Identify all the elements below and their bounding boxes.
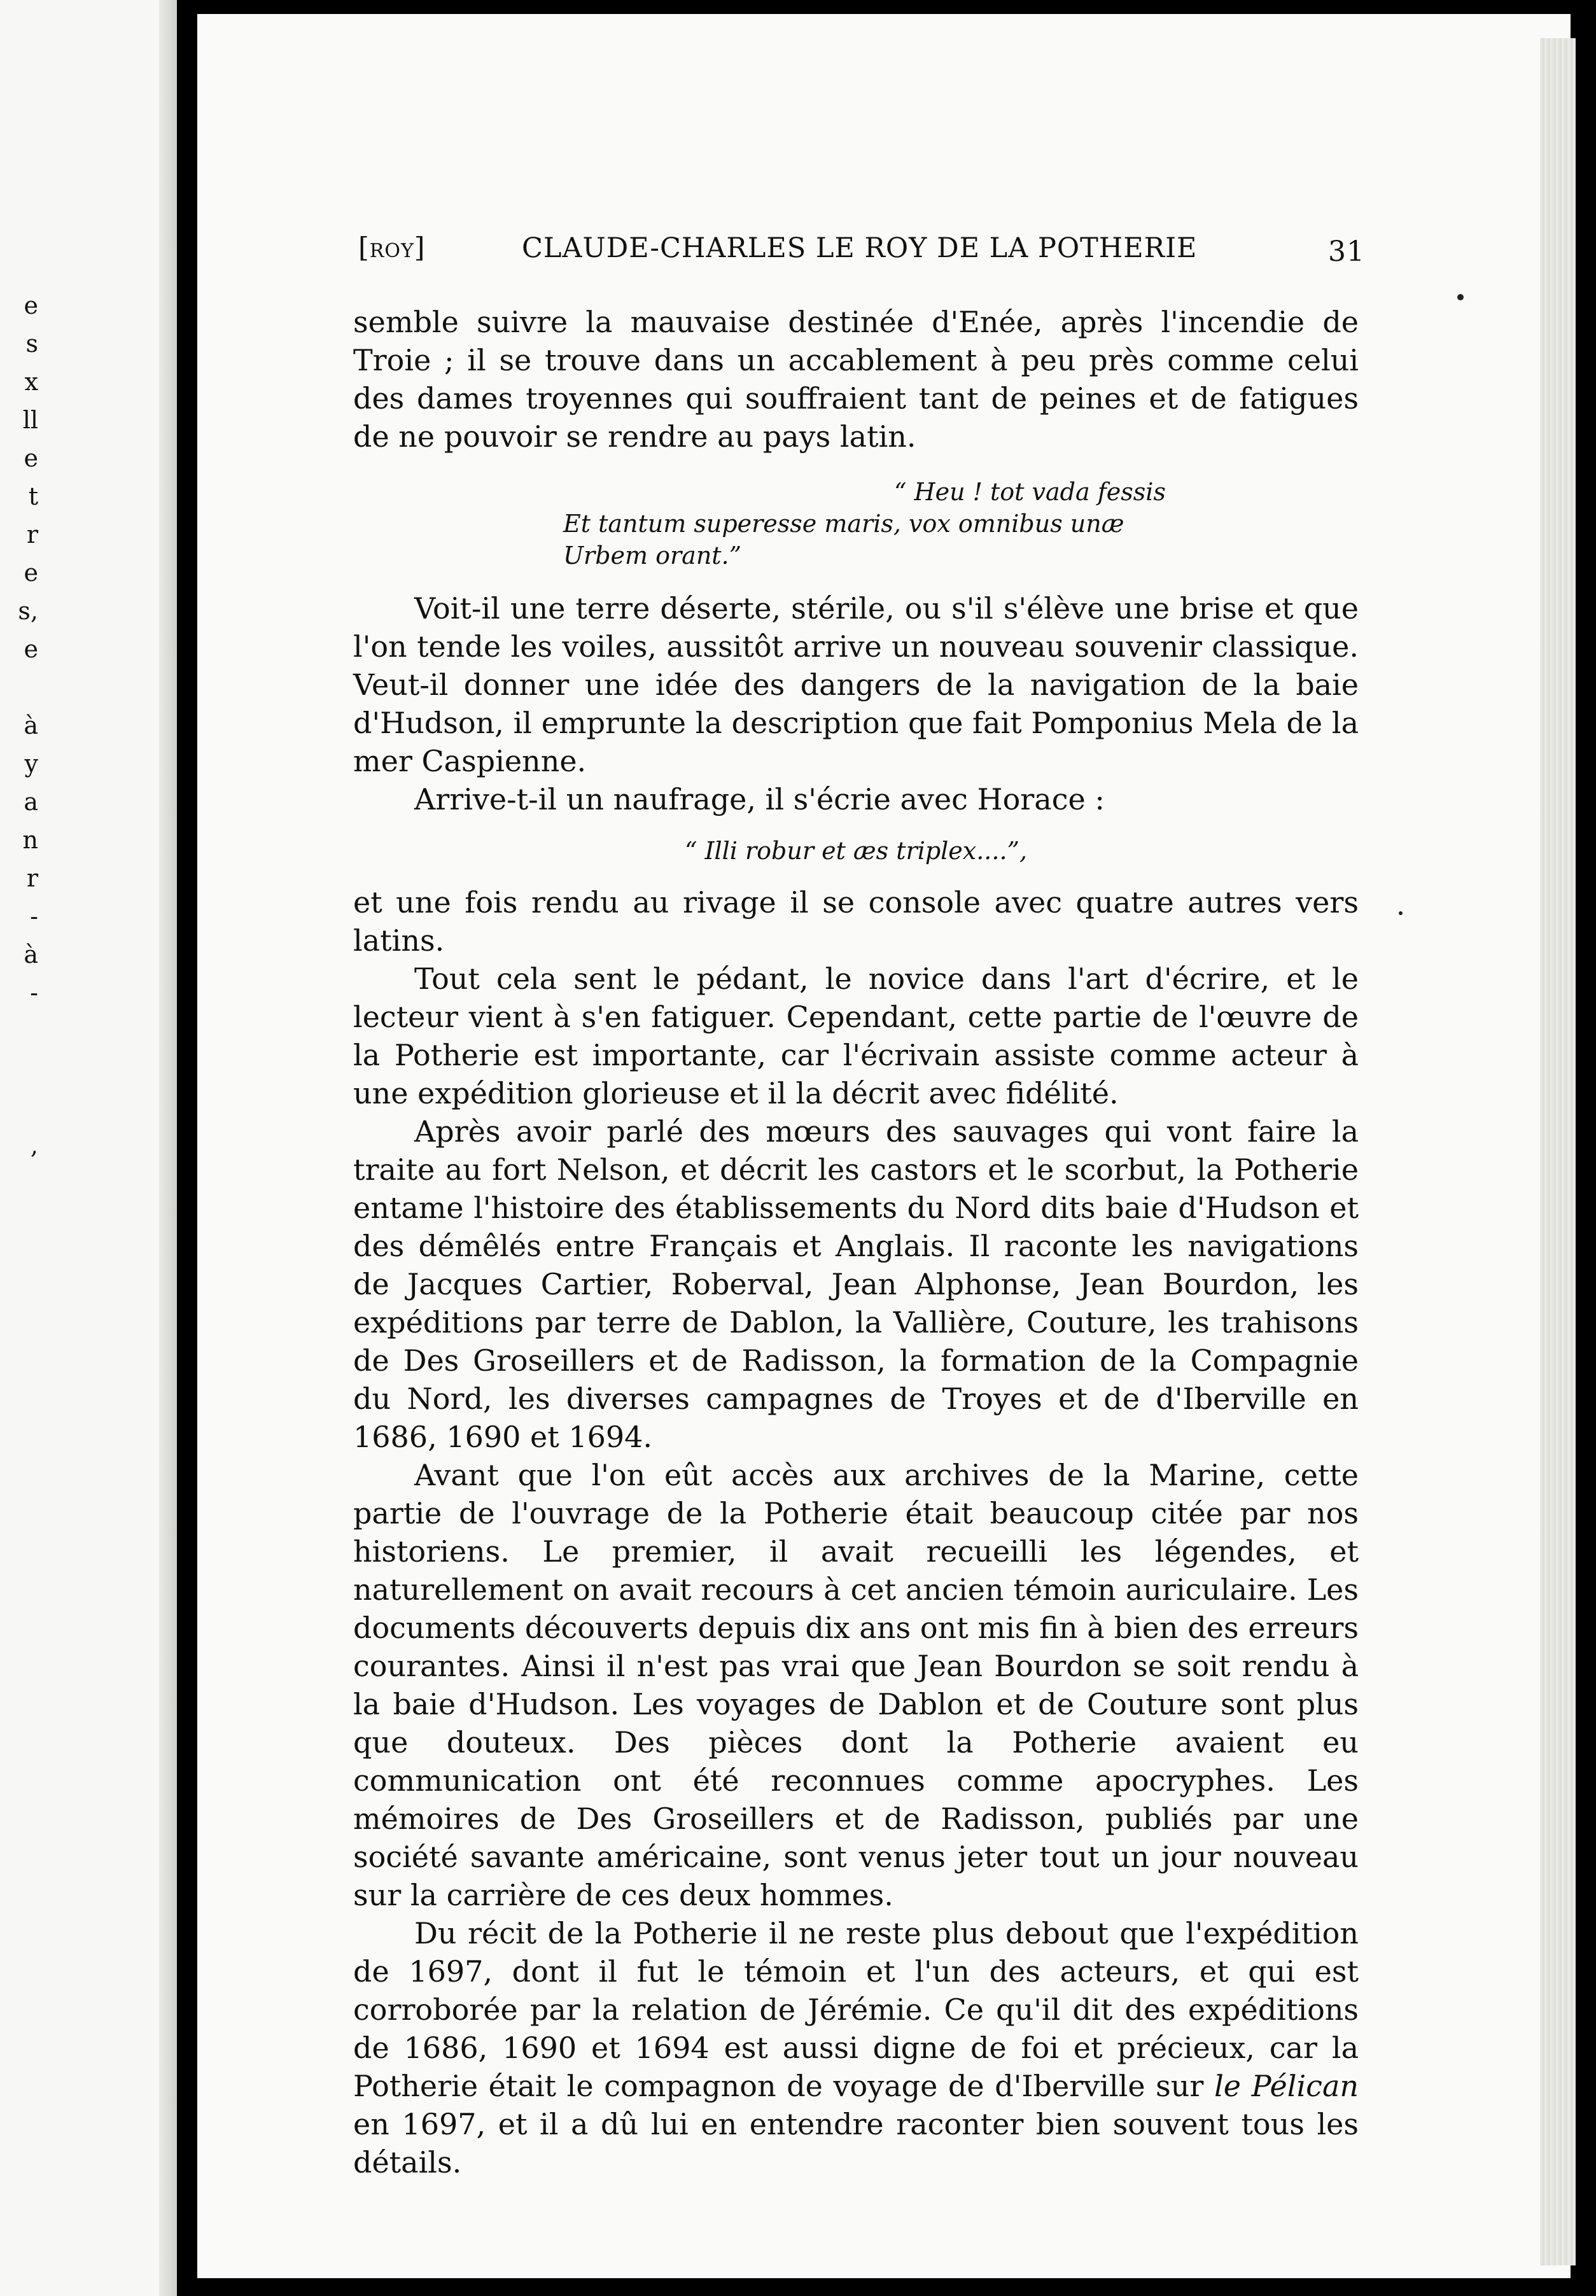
paragraph: Voit-il une terre déserte, stérile, ou s'il s'élève une brise et que l'on tende les voiles, aussitôt arrive un nouveau souvenir classique. Veut-il donner une idée des dangers de la navigation de la baie d'Hudson, il emprunte la description que fait Pomponius Mela de la mer Caspienne.	[353, 591, 1359, 778]
speck-mark	[1399, 911, 1403, 915]
paragraph: semble suivre la mauvaise destinée d'Enée, après l'incendie de Troie ; il se trouve dans un accablement à peu près comme celui des dames troyennes qui souffraient tant de peines et de fatigues de ne pouvoir se rendre au pays latin.	[353, 305, 1359, 454]
edge-fragment	[0, 1050, 38, 1088]
edge-fragment: -	[30, 902, 38, 930]
page-gutter	[159, 0, 177, 2296]
page-stack-edge	[1540, 38, 1576, 2265]
quote-line: “ Heu ! tot vada fessis	[894, 478, 1166, 506]
edge-fragment: r	[26, 864, 38, 892]
edge-fragment: e	[24, 635, 38, 663]
paragraph-text: en 1697, et il a dû lui en entendre raconter bien souvent tous les détails.	[353, 2107, 1359, 2180]
running-header	[353, 229, 1365, 268]
paragraph: et une fois rendu au rivage il se console avec quatre autres vers latins.	[353, 885, 1359, 958]
latin-quote-virgil	[563, 476, 1359, 571]
edge-fragment: s,	[18, 597, 38, 625]
quote-line: Et tantum superesse maris, vox omnibus unæ	[563, 510, 1124, 538]
edge-fragment: r	[26, 521, 38, 549]
edge-fragment: y	[24, 750, 38, 778]
edge-fragment: à	[24, 711, 38, 739]
edge-fragment: e	[24, 291, 38, 319]
speck-mark	[1457, 294, 1464, 300]
header-title: CLAUDE-CHARLES LE ROY DE LA POTHERIE	[522, 232, 1198, 264]
edge-fragment: à	[24, 941, 38, 969]
left-page-text-fragments	[0, 286, 38, 1241]
edge-fragment: t	[28, 482, 38, 510]
edge-fragment: a	[24, 788, 38, 816]
edge-fragment: s	[25, 330, 38, 358]
page-number: 31	[1328, 235, 1365, 268]
paragraph-text: Du récit de la Potherie il ne reste plus debout que l'expédition de 1697, dont il fut le témoin et l'un des acteurs, et qui est corroborée par la relation de Jérémie. Ce qu'il dit des expéditions de 1686, 1690 et 1694 est aussi digne de foi et précieux, car la Potherie était le compagnon de voyage de d'Iberville sur	[353, 1916, 1359, 2103]
page-content	[353, 229, 1365, 2181]
ship-name: le Pélican	[1214, 2069, 1359, 2103]
edge-fragment: e	[24, 444, 38, 472]
quote-line: Urbem orant.”	[563, 542, 742, 570]
left-page-edge	[0, 0, 177, 2296]
edge-fragment: n	[22, 826, 38, 854]
edge-fragment	[0, 668, 38, 706]
latin-quote-horace: “ Illi robur et æs triplex....”,	[684, 837, 1028, 865]
edge-fragment: x	[24, 368, 38, 396]
edge-fragment	[0, 1203, 38, 1241]
edge-fragment: -	[30, 979, 38, 1007]
paragraph: Après avoir parlé des mœurs des sauvages qui vont faire la traite au fort Nelson, et décrit les castors et le scorbut, la Potherie entame l'histoire des établissements du Nord dits baie d'Hudson et des démêlés entre Français et Anglais. Il raconte les navigations de Jacques Cartier, Roberval, Jean Alphonse, Jean Bourdon, les expéditions par terre de Dablon, la Vallière, Couture, les trahisons de Des Groseillers et de Radisson, la formation de la Compagnie du Nord, les diverses campagnes de Troyes et de d'Iberville en 1686, 1690 et 1694.	[353, 1114, 1359, 1454]
edge-fragment	[0, 1088, 38, 1126]
paragraph: Tout cela sent le pédant, le novice dans l'art d'écrire, et le lecteur vient à s'en fatiguer. Cependant, cette partie de l'œuvre de la Potherie est importante, car l'écrivain assiste comme acteur à une expédition glorieuse et il la décrit avec fidélité.	[353, 962, 1359, 1110]
paragraph: Arrive-t-il un naufrage, il s'écrie avec Horace :	[414, 782, 1105, 816]
edge-fragment: ,	[30, 1131, 38, 1159]
paragraph	[353, 1914, 1359, 2181]
edge-fragment	[0, 1165, 38, 1203]
header-section-label: [ROY]	[358, 232, 426, 264]
edge-fragment: e	[24, 559, 38, 587]
edge-fragment	[0, 1012, 38, 1050]
paragraph: Avant que l'on eût accès aux archives de la Marine, cette partie de l'ouvrage de la Potherie était beaucoup citée par nos historiens. Le premier, il avait recueilli les légendes, et naturellement on avait recours à cet ancien témoin auriculaire. Les documents découverts depuis dix ans ont mis fin à bien des erreurs courantes. Ainsi il n'est pas vrai que Jean Bourdon se soit rendu à la baie d'Hudson. Les voyages de Dablon et de Couture sont plus que douteux. Des pièces dont la Potherie avaient eu communication ont été reconnues comme apocryphes. Les mémoires de Des Groseillers et de Radisson, publiés par une société savante américaine, sont venus jeter tout un jour nouveau sur la carrière de ces deux hommes.	[353, 1458, 1359, 1912]
edge-fragment: ll	[22, 406, 38, 434]
